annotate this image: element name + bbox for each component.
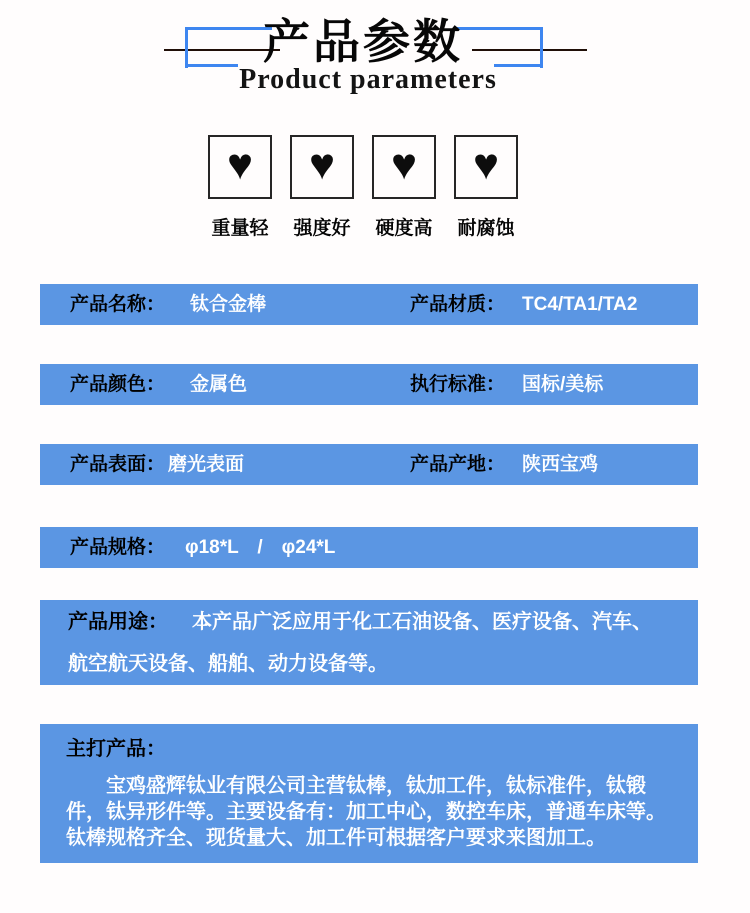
usage-text-flow: [68, 602, 670, 686]
spec-value-name: 钛合金棒: [190, 294, 267, 315]
feature-item-strength: [281, 135, 363, 240]
feature-item-hardness: [363, 135, 445, 240]
usage-value: 本产品广泛应用于化工石油设备、医疗设备、汽车、航空航天设备、船舶、动力设备等。: [68, 611, 652, 675]
feature-icon-box: [208, 135, 272, 199]
spec-label-specification: 产品规格：: [70, 537, 166, 558]
usage-label: 产品用途：: [68, 611, 168, 633]
feature-icon-box: [372, 135, 436, 199]
header: [0, 0, 750, 115]
spec-value-standard: 国标/美标: [522, 374, 604, 395]
heart-icon: ♥: [308, 139, 336, 189]
spec-label-standard: 执行标准：: [410, 374, 506, 395]
main-products-block: [40, 724, 698, 863]
spec-row-specification: [40, 527, 698, 568]
heart-icon: ♥: [472, 139, 500, 189]
spec-value-origin: 陕西宝鸡: [522, 454, 599, 475]
feature-label: 强度好: [293, 218, 351, 239]
feature-icon-box: [454, 135, 518, 199]
spec-row-surface-origin: [40, 444, 698, 485]
spec-value-material: TC4/TA1/TA2: [522, 294, 638, 315]
feature-icon-box: [290, 135, 354, 199]
feature-badges: [199, 135, 529, 240]
spec-label-origin: 产品产地：: [410, 454, 506, 475]
spec-label-material: 产品材质：: [410, 294, 506, 315]
spec-label-name: 产品名称：: [70, 294, 166, 315]
spec-label-surface: 产品表面：: [70, 454, 166, 475]
feature-item-lightweight: [199, 135, 281, 240]
spec-row-name-material: [40, 284, 698, 325]
heart-icon: ♥: [226, 139, 254, 189]
spec-row-usage: [40, 600, 698, 685]
spec-label-color: 产品颜色：: [70, 374, 166, 395]
feature-label: 硬度高: [375, 218, 433, 239]
page-subtitle: Product parameters: [239, 64, 497, 95]
spec-value-color: 金属色: [190, 374, 248, 395]
main-products-label: 主打产品：: [66, 738, 166, 760]
feature-item-corrosion-resistance: [445, 135, 527, 240]
feature-label: 重量轻: [211, 218, 269, 239]
spec-value-surface: 磨光表面: [168, 454, 245, 475]
spec-value-specification: φ18*L / φ24*L: [185, 537, 336, 558]
heart-icon: ♥: [390, 139, 418, 189]
page-title: 产品参数: [263, 15, 463, 68]
spec-row-color-standard: [40, 364, 698, 405]
feature-label: 耐腐蚀: [457, 218, 515, 239]
main-products-text: 宝鸡盛辉钛业有限公司主营钛棒，钛加工件，钛标准件，钛锻件，钛异形件等。主要设备有：加工中心，数控车床，普通车床等。钛棒规格齐全、现货量大、加工件可根据客户要求来图加工。: [66, 775, 666, 849]
